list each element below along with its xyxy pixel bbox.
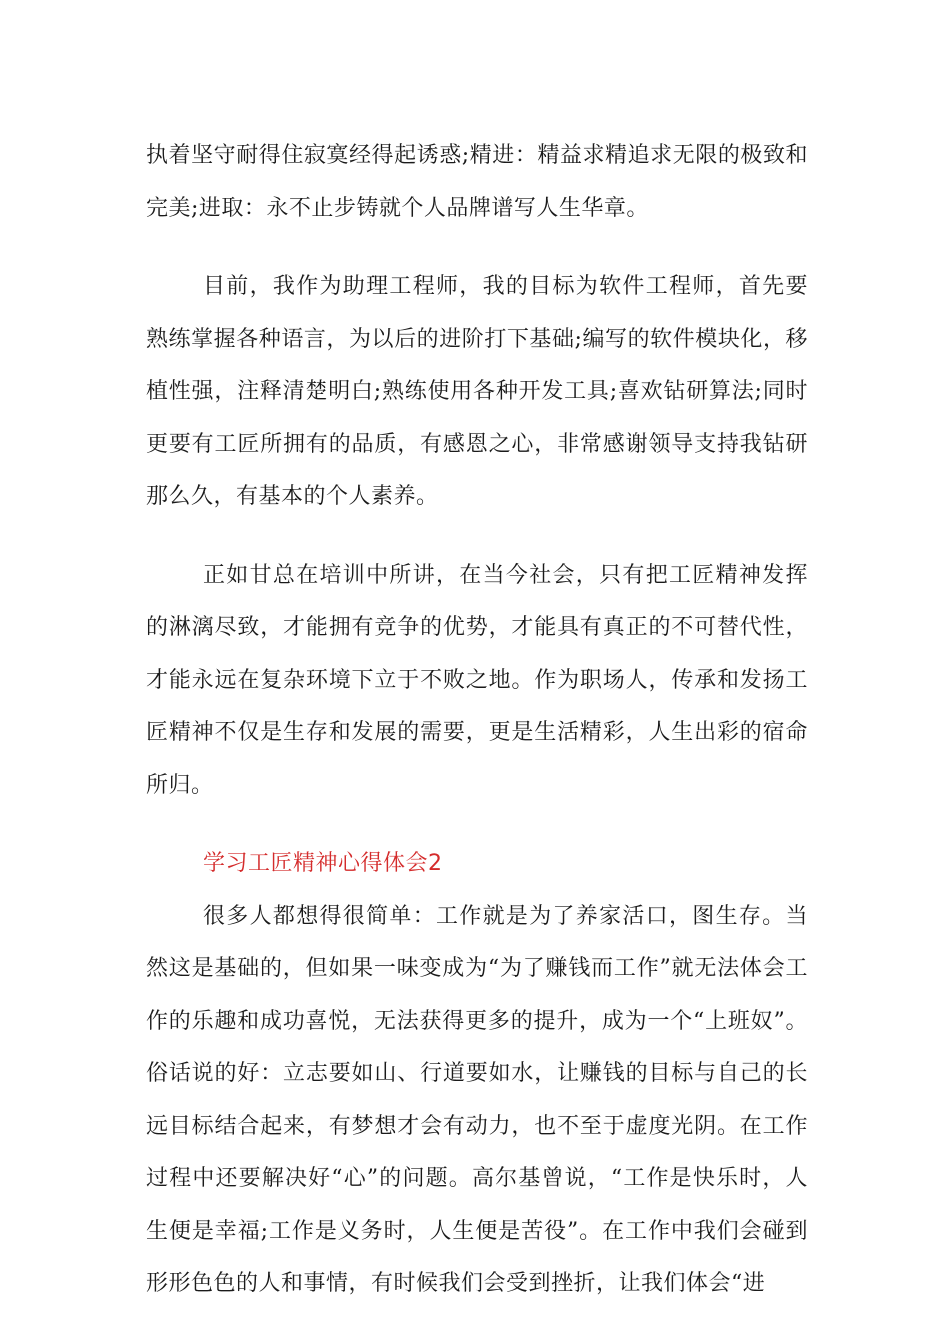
paragraph-gap: [146, 524, 808, 550]
section-heading: 学习工匠精神心得体会2: [203, 851, 443, 876]
paragraph-gap: [146, 235, 808, 261]
paragraph-goals: 目前，我作为助理工程师，我的目标为软件工程师，首先要熟练掌握各种语言，为以后的进阶打下基础;编写的软件模块化，移植性强，注释清楚明白;熟练使用各种开发工具;喜欢钻研算法;同时更要有工匠所拥有的品质，有感恩之心，非常感谢领导支持我钻研那么久，有基本的个人素养。: [146, 274, 808, 509]
document-body: [146, 130, 808, 1311]
paragraph-gap: [146, 812, 808, 838]
section-paragraph: 很多人都想得很简单：工作就是为了养家活口，图生存。当然这是基础的，但如果一味变成为“为了赚钱而工作”就无法体会工作的乐趣和成功喜悦，无法获得更多的提升，成为一个“上班奴”。俗话说的好：立志要如山、行道要如水，让赚钱的目标与自己的长远目标结合起来，有梦想才会有动力，也不至于虚度光阴。在工作过程中还要解决好“心”的问题。高尔基曾说，“工作是快乐时，人生便是幸福;工作是义务时，人生便是苦役”。在工作中我们会碰到形形色色的人和事情，有时候我们会受到挫折，让我们体会“进: [146, 903, 808, 1296]
paragraph-conclusion: 正如甘总在培训中所讲，在当今社会，只有把工匠精神发挥的淋漓尽致，才能拥有竞争的优势，才能具有真正的不可替代性，才能永远在复杂环境下立于不败之地。作为职场人，传承和发扬工匠精神不仅是生存和发展的需要，更是生活精彩，人生出彩的宿命所归。: [146, 562, 808, 798]
paragraph-continuation: 执着坚守耐得住寂寞经得起诱惑;精进：精益求精追求无限的极致和完美;进取：永不止步铸就个人品牌谱写人生华章。: [146, 143, 808, 221]
